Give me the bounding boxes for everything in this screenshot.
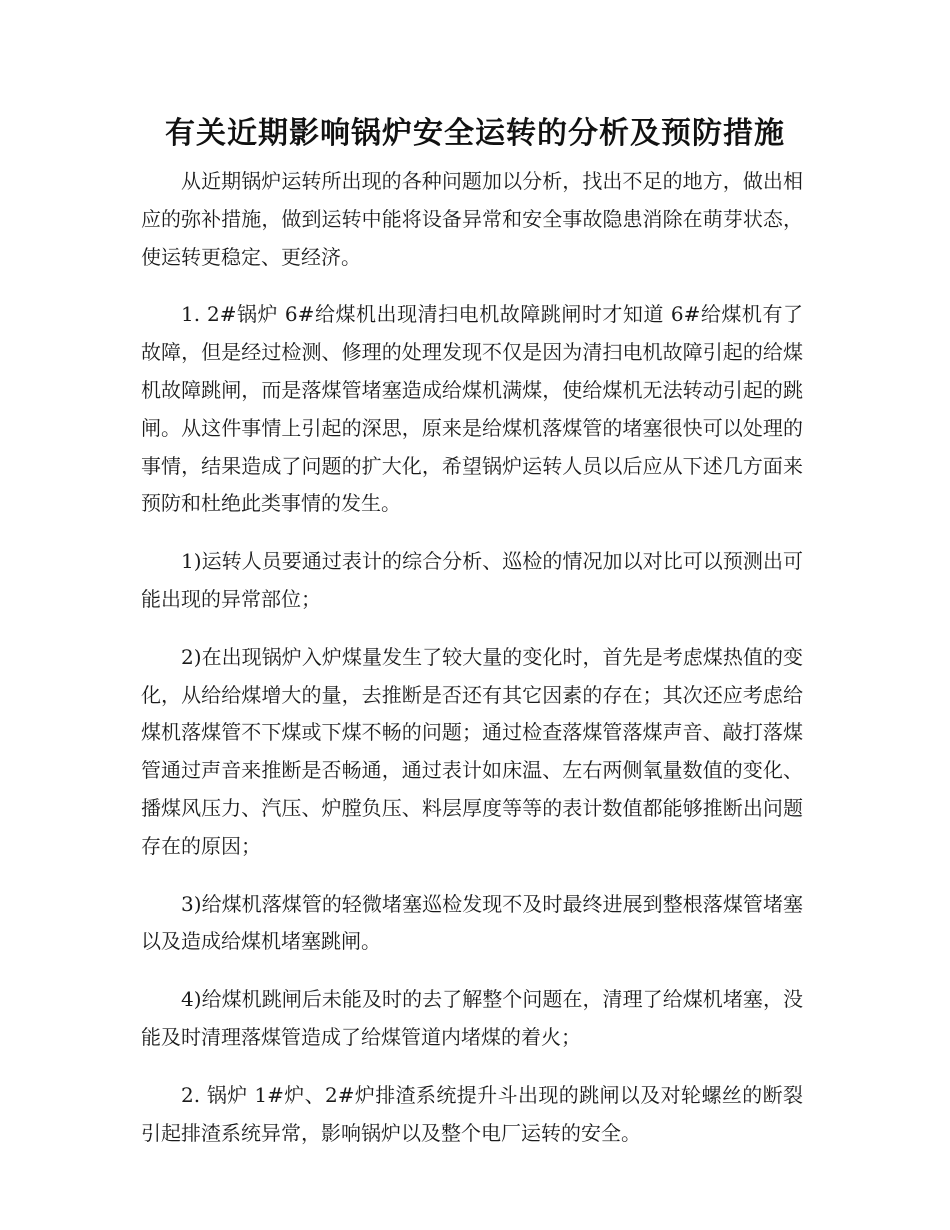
paragraph-item-1: 1. 2#锅炉 6#给煤机出现清扫电机故障跳闸时才知道 6#给煤机有了故障，但是经过检测、修理的处理发现不仅是因为清扫电机故障引起的给煤机故障跳闸，而是落煤管堵塞造成给煤机满煤，使给煤机无法转动引起的跳闸。从这件事情上引起的深思，原来是给煤机落煤管的堵塞很快可以处理的事情，结果造成了问题的扩大化，希望锅炉运转人员以后应从下述几方面来预防和杜绝此类事情的发生。 <box>141 302 803 516</box>
paragraph-subitem-1: 1)运转人员要通过表计的综合分析、巡检的情况加以对比可以预测出可能出现的异常部位； <box>141 549 803 611</box>
document-title: 有关近期影响锅炉安全运转的分析及预防措施 <box>165 116 785 151</box>
paragraph-subitem-2: 2)在出现锅炉入炉煤量发生了较大量的变化时，首先是考虑煤热值的变化，从给给煤增大的量，去推断是否还有其它因素的存在；其次还应考虑给煤机落煤管不下煤或下煤不畅的问题；通过检查落煤管落煤声音、敲打落煤管通过声音来推断是否畅通，通过表计如床温、左右两侧氧量数值的变化、播煤风压力、汽压、炉膛负压、料层厚度等等的表计数值都能够推断出问题存在的原因； <box>141 644 803 858</box>
intro-paragraph: 从近期锅炉运转所出现的各种问题加以分析，找出不足的地方，做出相应的弥补措施，做到运转中能将设备异常和安全事故隐患消除在萌芽状态，使运转更稳定、更经济。 <box>141 169 803 269</box>
paragraph-item-2: 2. 锅炉 1#炉、2#炉排渣系统提升斗出现的跳闸以及对轮螺丝的断裂引起排渣系统异常，影响锅炉以及整个电厂运转的安全。 <box>141 1082 803 1145</box>
paragraph-subitem-4: 4)给煤机跳闸后未能及时的去了解整个问题在，清理了给煤机堵塞，没能及时清理落煤管造成了给煤管道内堵煤的着火； <box>141 987 803 1049</box>
document-body <box>141 163 803 1172</box>
paragraph-subitem-3: 3)给煤机落煤管的轻微堵塞巡检发现不及时最终进展到整根落煤管堵塞以及造成给煤机堵塞跳闸。 <box>141 891 803 954</box>
